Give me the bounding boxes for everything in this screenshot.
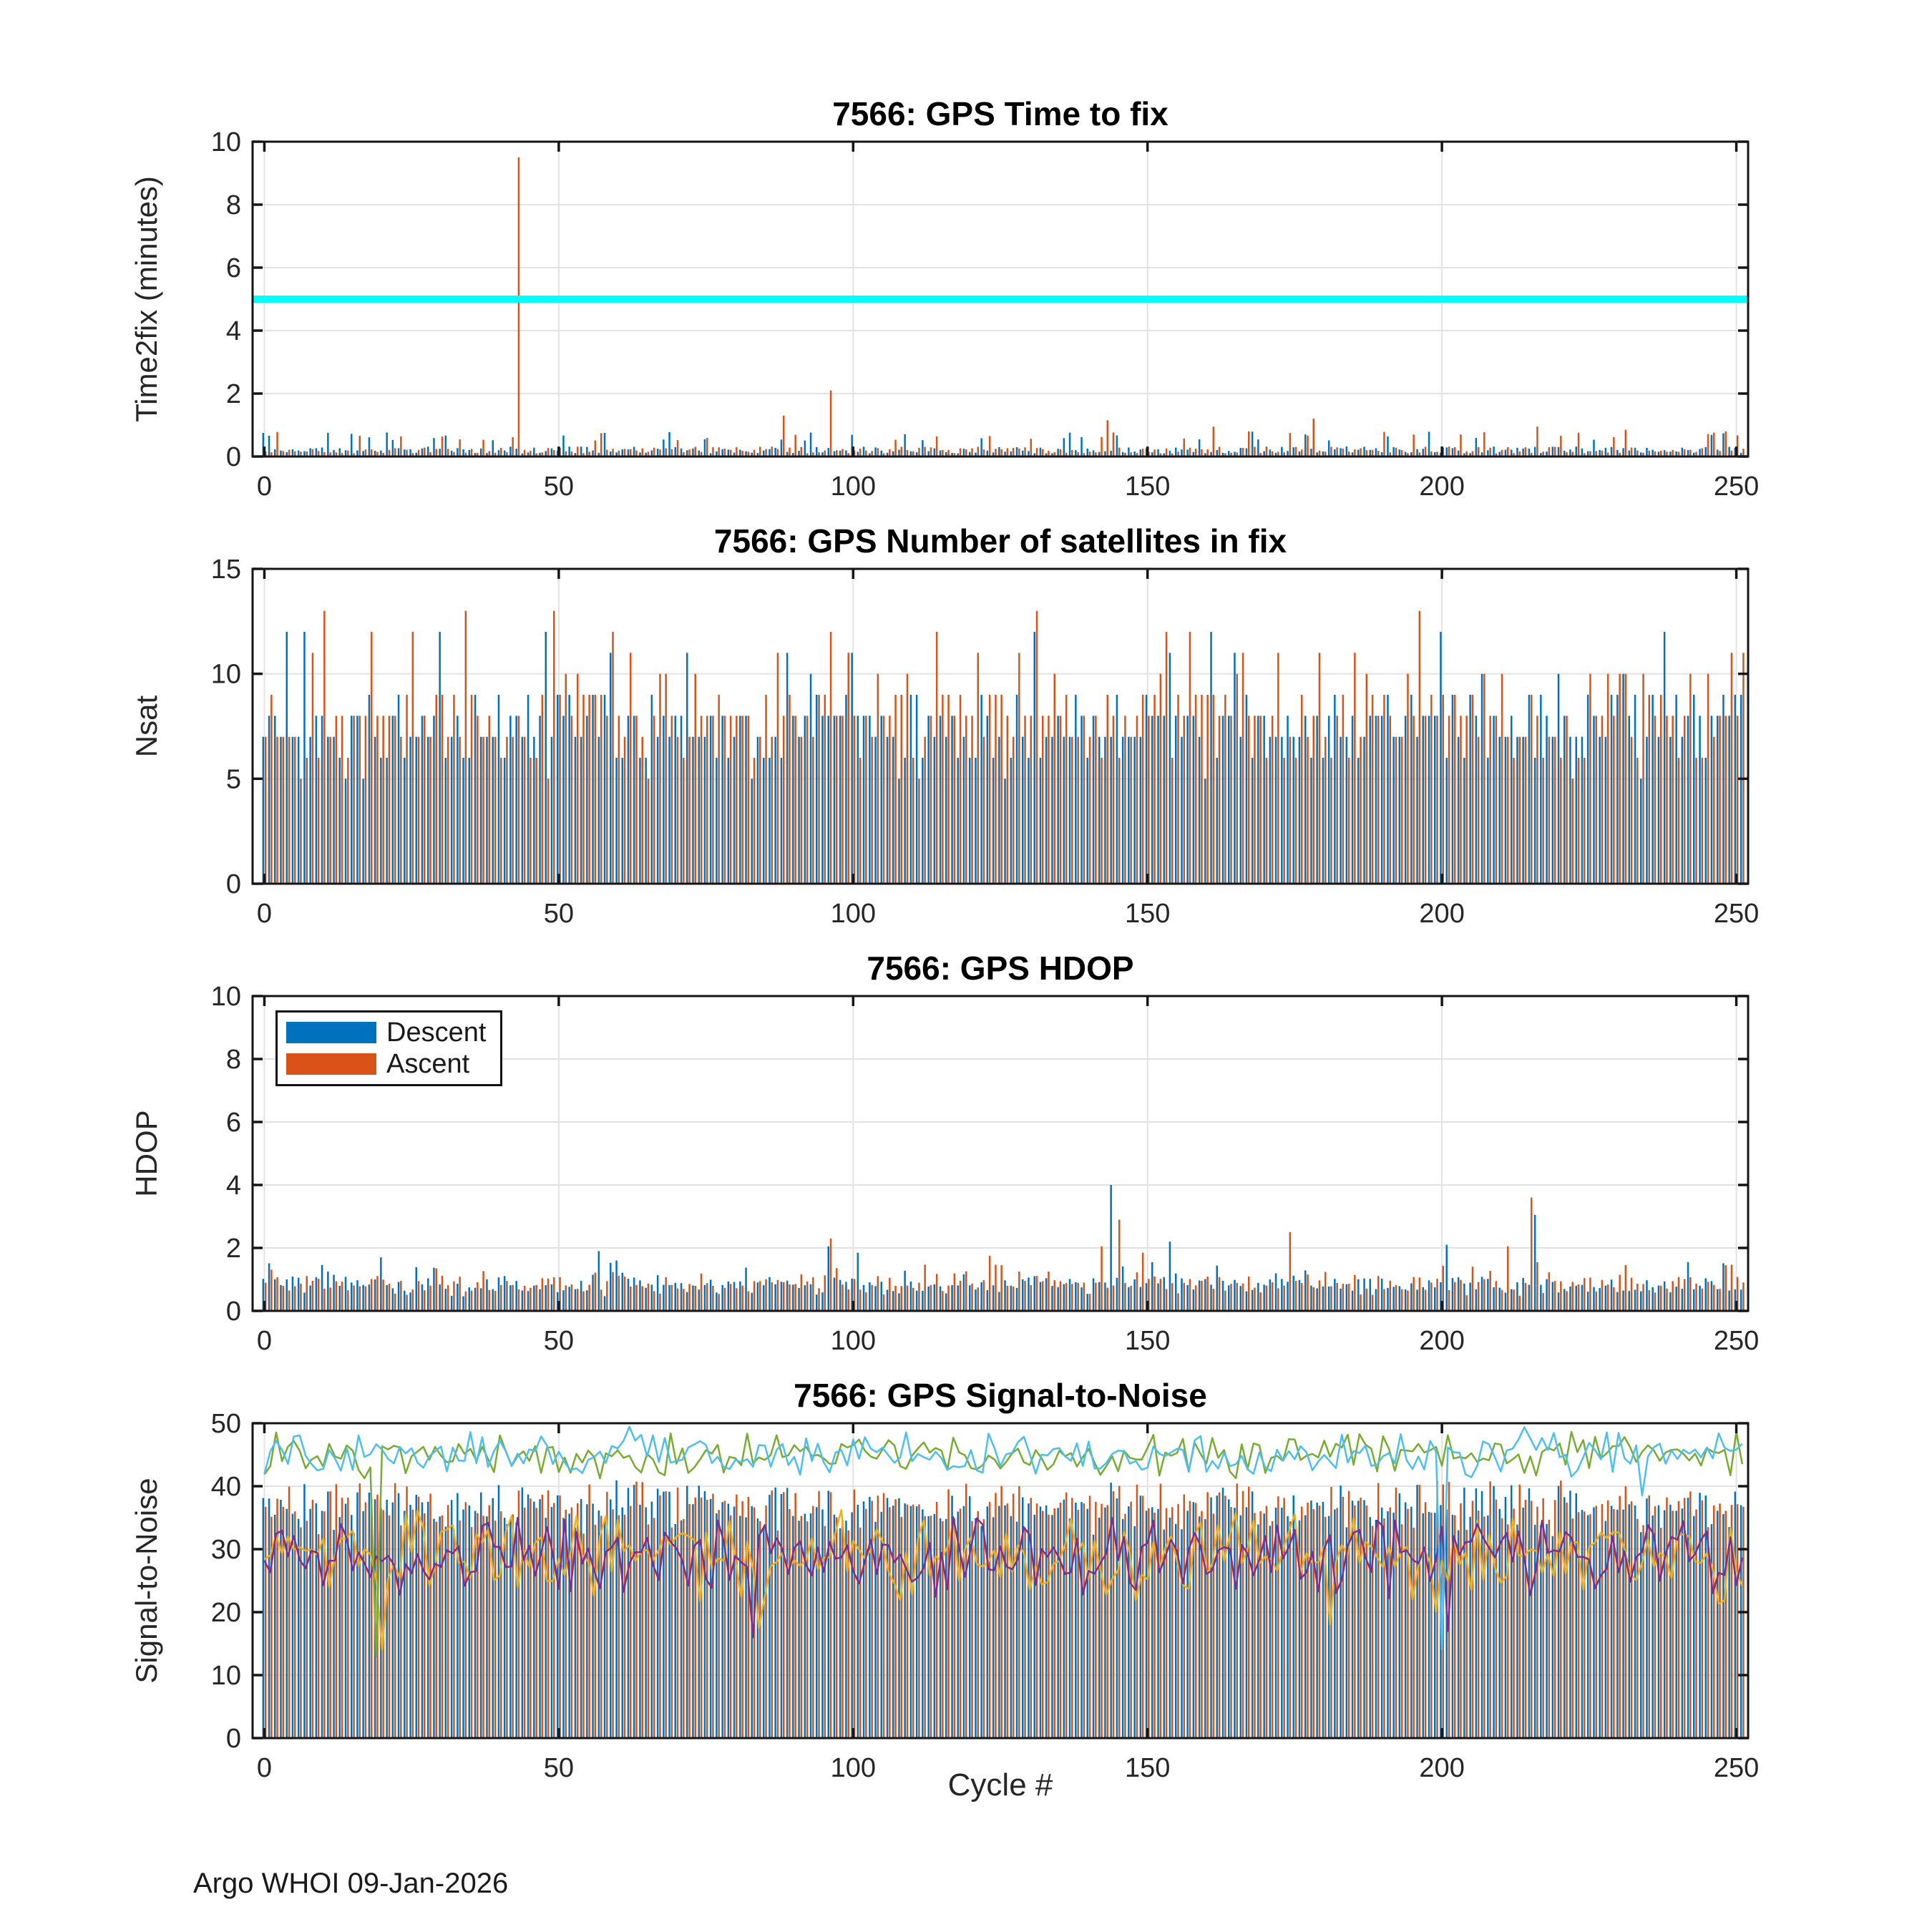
subplot2-ylabel: Nsat: [130, 695, 163, 758]
x-tick-label: 250: [1713, 899, 1760, 929]
y-tick-label: 0: [225, 869, 241, 899]
y-tick-label: 20: [210, 1598, 241, 1628]
y-tick-label: 4: [225, 316, 241, 346]
x-tick-label: 150: [1125, 472, 1171, 502]
x-tick-label: 150: [1125, 1753, 1171, 1783]
x-tick-label: 200: [1419, 1753, 1465, 1783]
bar-series-ascent: [265, 157, 1745, 457]
legend-swatch-ascent: [286, 1053, 376, 1075]
ticks: [211, 127, 1760, 502]
y-tick-label: 5: [225, 764, 241, 795]
x-tick-label: 50: [543, 899, 575, 929]
subplot1-title: 7566: GPS Time to fix: [832, 95, 1169, 132]
subplot4-ylabel: Signal-to-Noise: [130, 1478, 163, 1684]
y-tick-label: 8: [225, 1045, 241, 1075]
x-tick-label: 100: [830, 899, 876, 929]
legend: [275, 1010, 502, 1086]
y-tick-label: 2: [225, 379, 241, 409]
x-tick-label: 200: [1419, 1326, 1465, 1356]
x-tick-label: 100: [830, 1326, 876, 1356]
x-tick-label: 250: [1713, 472, 1760, 502]
ticks: [211, 555, 1760, 929]
subplot-2: [211, 555, 1760, 929]
subplot-1: [211, 127, 1760, 502]
subplot1-ylabel: Time2fix (minutes): [130, 176, 163, 422]
subplot2-title: 7566: GPS Number of satellites in fix: [713, 522, 1287, 560]
y-tick-label: 10: [210, 1661, 241, 1691]
x-tick-label: 0: [256, 472, 273, 502]
legend-label-ascent: Ascent: [386, 1048, 470, 1079]
y-tick-label: 40: [210, 1472, 241, 1502]
x-tick-label: 200: [1419, 472, 1465, 502]
x-tick-label: 150: [1125, 1326, 1171, 1356]
x-tick-label: 100: [830, 472, 876, 502]
y-tick-label: 0: [225, 1724, 241, 1754]
x-tick-label: 50: [543, 1753, 575, 1783]
x-tick-label: 250: [1713, 1753, 1760, 1783]
y-tick-label: 6: [225, 1108, 241, 1138]
legend-swatch-descent: [286, 1022, 376, 1043]
y-tick-label: 0: [225, 442, 241, 472]
y-tick-label: 10: [210, 982, 241, 1012]
legend-label-descent: Descent: [386, 1017, 487, 1048]
y-tick-label: 50: [210, 1409, 241, 1439]
x-tick-label: 100: [830, 1753, 876, 1783]
legend-row-ascent: [286, 1048, 486, 1079]
x-tick-label: 250: [1713, 1326, 1760, 1356]
y-tick-label: 10: [210, 127, 241, 157]
y-tick-label: 6: [225, 253, 241, 283]
y-tick-label: 10: [210, 659, 241, 690]
footer-text: Argo WHOI 09-Jan-2026: [193, 1868, 509, 1899]
x-axis-label: Cycle #: [947, 1767, 1053, 1802]
y-tick-label: 0: [225, 1297, 241, 1327]
subplot3-title: 7566: GPS HDOP: [867, 950, 1134, 987]
x-tick-label: 0: [256, 1326, 273, 1356]
y-tick-label: 4: [225, 1171, 241, 1201]
y-tick-label: 30: [210, 1535, 241, 1565]
y-tick-label: 15: [210, 555, 241, 585]
x-tick-label: 200: [1419, 899, 1465, 929]
x-tick-label: 0: [256, 899, 273, 929]
y-tick-label: 2: [225, 1234, 241, 1264]
subplot3-ylabel: HDOP: [130, 1110, 163, 1197]
x-tick-label: 50: [543, 1326, 575, 1356]
subplot4-title: 7566: GPS Signal-to-Noise: [794, 1377, 1207, 1414]
threshold-line: [253, 296, 1748, 303]
x-tick-label: 50: [543, 472, 575, 502]
y-tick-label: 8: [225, 190, 241, 220]
subplot-4: [211, 1409, 1760, 1783]
x-tick-label: 150: [1125, 899, 1171, 929]
x-tick-label: 0: [256, 1753, 273, 1783]
legend-row-descent: [286, 1017, 487, 1048]
